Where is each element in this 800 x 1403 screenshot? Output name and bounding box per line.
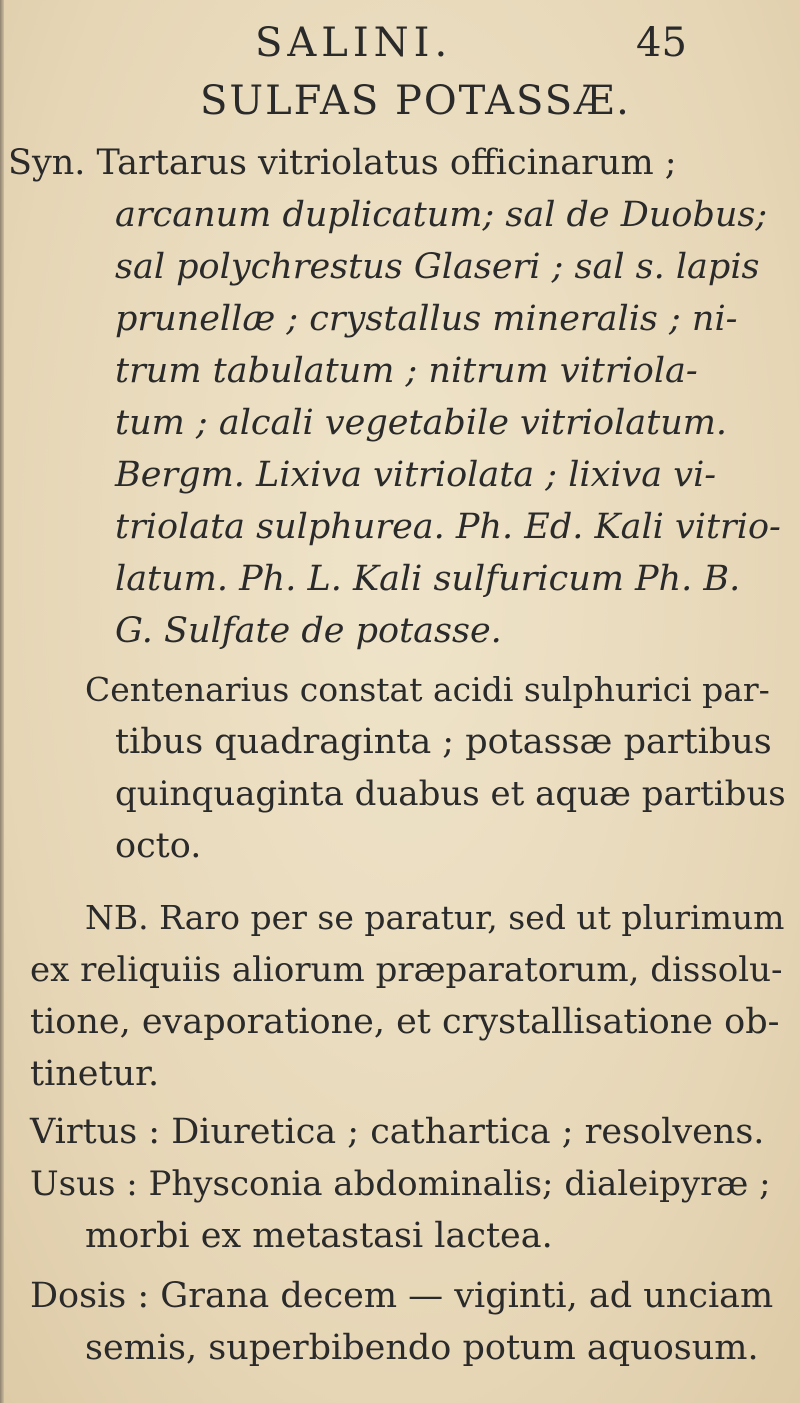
text-line: quinquaginta duabus et aquæ partibus <box>115 774 786 814</box>
page-number: 45 <box>636 20 687 66</box>
text-line: sal polychrestus Glaseri ; sal s. lapis <box>115 247 760 287</box>
text-line: NB. Raro per se paratur, sed ut plurimum <box>85 898 785 937</box>
running-title: SALINI. <box>255 20 453 66</box>
text-line: tum ; alcali vegetabile vitriolatum. <box>115 403 728 443</box>
text-line: Virtus : Diuretica ; cathartica ; resolvens. <box>30 1112 765 1152</box>
text-line: latum. Ph. L. Kali sulfuricum Ph. B. <box>115 559 741 599</box>
text-line: Bergm. Lixiva vitriolata ; lixiva vi- <box>115 455 717 495</box>
section-title: SULFAS POTASSÆ. <box>200 78 631 124</box>
text-line: arcanum duplicatum; sal de Duobus; <box>115 195 768 235</box>
text-line: tione, evaporatione, et crystallisatione ob- <box>30 1002 780 1042</box>
text-line: Dosis : Grana decem — viginti, ad unciam <box>30 1276 774 1316</box>
text-line: ex reliquiis aliorum præparatorum, dissolu- <box>30 950 783 990</box>
text-line: G. Sulfate de potasse. <box>115 611 502 651</box>
page-edge <box>0 0 4 1403</box>
text-line: semis, superbibendo potum aquosum. <box>85 1328 759 1368</box>
text-line: Centenarius constat acidi sulphurici par- <box>85 670 770 709</box>
text-line: octo. <box>115 826 202 866</box>
text-line: Syn. Tartarus vitriolatus officinarum ; <box>8 143 677 183</box>
text-line: tibus quadraginta ; potassæ partibus <box>115 722 772 762</box>
text-line: tinetur. <box>30 1054 160 1094</box>
text-line: triolata sulphurea. Ph. Ed. Kali vitrio- <box>115 507 781 547</box>
text-line: prunellæ ; crystallus mineralis ; ni- <box>115 299 738 339</box>
text-line: trum tabulatum ; nitrum vitriola- <box>115 351 698 391</box>
text-line: morbi ex metastasi lactea. <box>85 1216 553 1256</box>
text-line: Usus : Physconia abdominalis; dialeipyræ ; <box>30 1164 771 1204</box>
